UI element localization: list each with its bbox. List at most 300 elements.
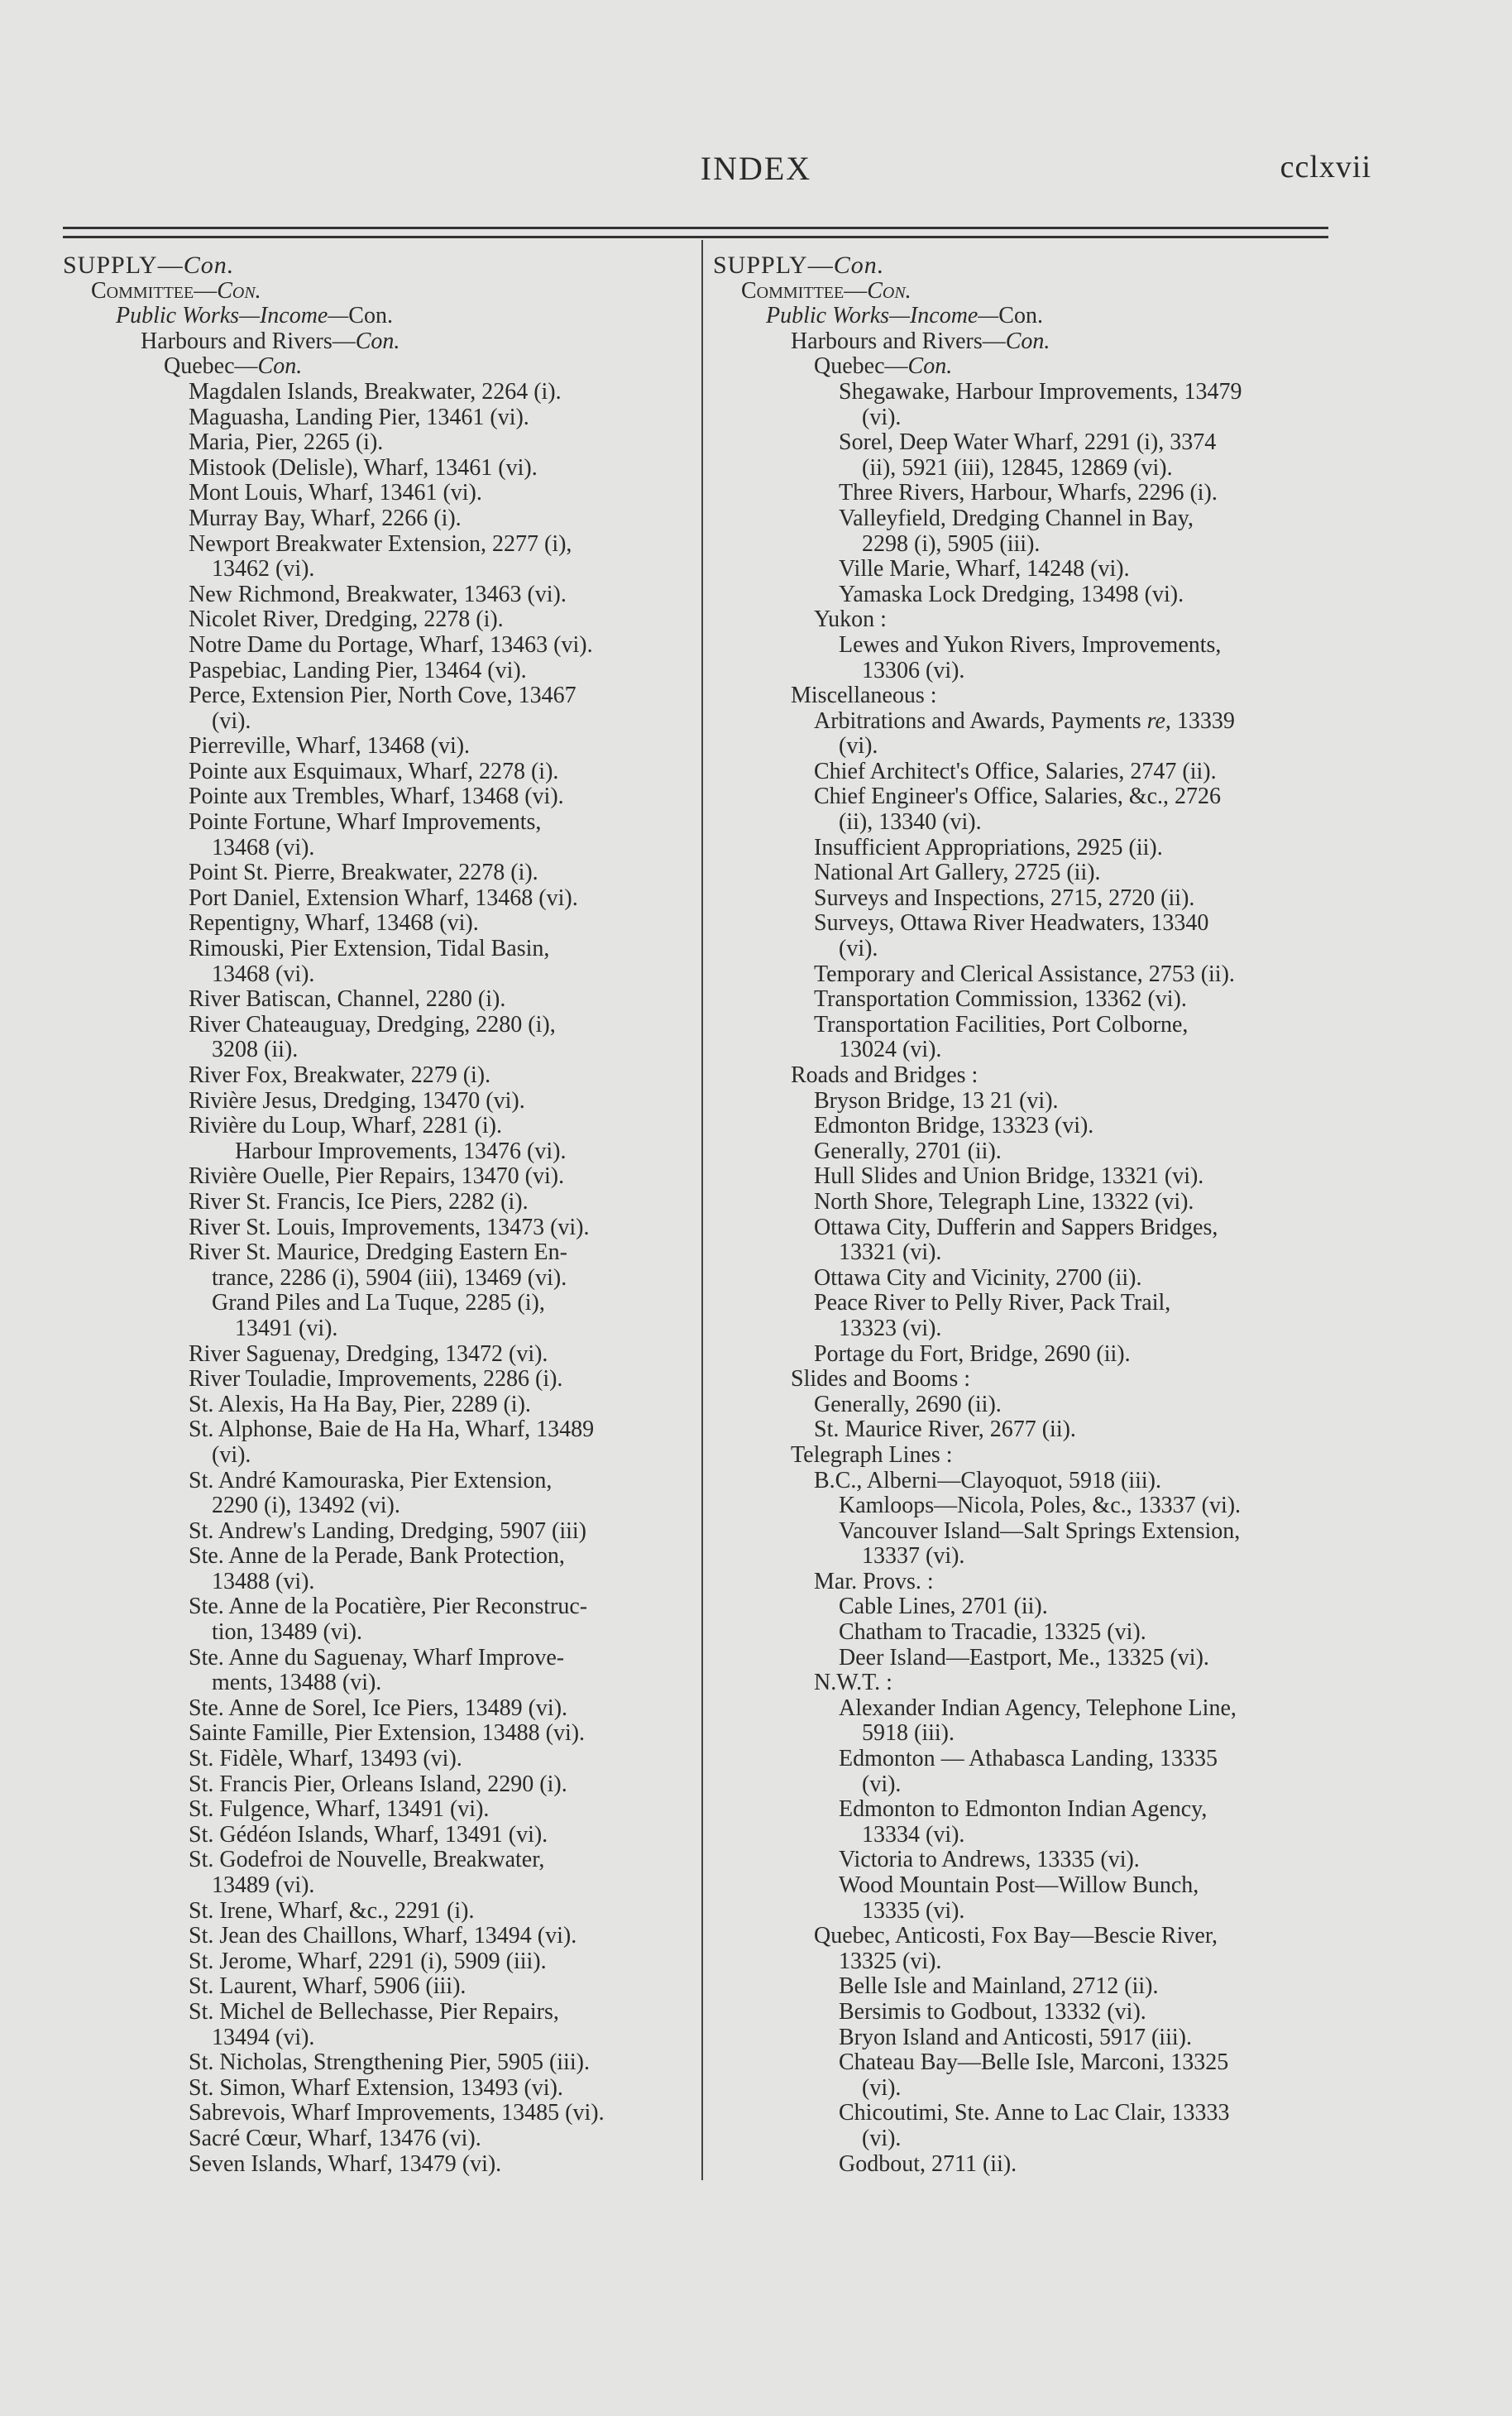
index-entry bbox=[713, 532, 1342, 558]
index-entry bbox=[63, 430, 708, 456]
entry-text: Roads and Bridges : bbox=[791, 1062, 978, 1088]
index-entry bbox=[63, 456, 708, 482]
index-entry bbox=[713, 1367, 1342, 1393]
index-entry bbox=[713, 659, 1342, 684]
index-entry bbox=[63, 987, 708, 1013]
index-entry bbox=[713, 329, 1342, 355]
entry-italic-text: Con. bbox=[833, 252, 885, 279]
entry-text: Ste. Anne de la Perade, Bank Protection, bbox=[189, 1543, 565, 1570]
entry-text: St. Simon, Wharf Extension, 13493 (vi). bbox=[189, 2074, 563, 2101]
index-entry bbox=[63, 1164, 708, 1190]
index-entry bbox=[713, 784, 1342, 810]
entry-text: Victoria to Andrews, 13335 (vi). bbox=[839, 1847, 1140, 1873]
entry-text: Point St. Pierre, Breakwater, 2278 (i). bbox=[189, 860, 538, 886]
index-entry bbox=[713, 304, 1342, 329]
index-entry bbox=[63, 1443, 708, 1469]
index-entry bbox=[63, 1899, 708, 1925]
index-entry bbox=[713, 1772, 1342, 1798]
index-entry bbox=[713, 1823, 1342, 1848]
entry-text: Surveys, Ottawa River Headwaters, 13340 bbox=[814, 910, 1209, 937]
entry-text: St. Gédéon Islands, Wharf, 13491 (vi). bbox=[189, 1821, 548, 1848]
index-entry bbox=[63, 2076, 708, 2102]
index-entry bbox=[63, 1291, 708, 1316]
entry-text: Insufficient Appropriations, 2925 (ii). bbox=[814, 834, 1163, 860]
index-entry bbox=[63, 304, 708, 329]
entry-text: Bersimis to Godbout, 13332 (vi). bbox=[839, 1998, 1146, 2025]
index-entry bbox=[713, 1038, 1342, 1063]
entry-text: Rivière Jesus, Dredging, 13470 (vi). bbox=[189, 1087, 525, 1114]
index-entry bbox=[63, 582, 708, 608]
index-entry bbox=[63, 1594, 708, 1620]
entry-text: Generally, 2701 (ii). bbox=[814, 1138, 1002, 1164]
entry-text: River Chateauguay, Dredging, 2280 (i), bbox=[189, 1011, 556, 1038]
index-entry bbox=[63, 481, 708, 506]
entry-text: Bryon Island and Anticosti, 5917 (iii). bbox=[839, 2024, 1192, 2050]
entry-text: Arbitrations and Awards, Payments bbox=[814, 707, 1147, 734]
entry-text: 3208 (ii). bbox=[212, 1037, 299, 1063]
entry-text: 13306 (vi). bbox=[862, 657, 965, 683]
entry-text: (vi). bbox=[862, 404, 902, 430]
entry-text: St. Alphonse, Baie de Ha Ha, Wharf, 13489 bbox=[189, 1417, 595, 1443]
entry-text: St. Godefroi de Nouvelle, Breakwater, bbox=[189, 1847, 545, 1873]
index-entry bbox=[63, 962, 708, 988]
entry-text: Lewes and Yukon Rivers, Improvements, bbox=[839, 631, 1222, 658]
index-entry bbox=[63, 2152, 708, 2178]
index-entry bbox=[63, 557, 708, 582]
index-entry bbox=[63, 2050, 708, 2076]
index-entry bbox=[713, 810, 1342, 836]
index-entry bbox=[713, 1417, 1342, 1443]
entry-text: Murray Bay, Wharf, 2266 (i). bbox=[189, 505, 462, 531]
entry-text: Portage du Fort, Bridge, 2690 (ii). bbox=[814, 1340, 1131, 1367]
entry-text: Deer Island—Eastport, Me., 13325 (vi). bbox=[839, 1644, 1209, 1671]
index-entry bbox=[713, 1139, 1342, 1165]
entry-text: Chief Architect's Office, Salaries, 2747 (ii). bbox=[814, 758, 1217, 784]
entry-text: St. Fulgence, Wharf, 13491 (vi). bbox=[189, 1796, 490, 1823]
page-number: cclxvii bbox=[1280, 150, 1371, 185]
entry-text: Con. bbox=[998, 303, 1043, 329]
entry-text: Yamaska Lock Dredging, 13498 (vi). bbox=[839, 581, 1184, 607]
entry-text: Temporary and Clerical Assistance, 2753 (ii). bbox=[814, 961, 1235, 987]
index-entry bbox=[63, 1215, 708, 1241]
index-entry bbox=[63, 886, 708, 912]
index-entry bbox=[63, 1823, 708, 1848]
entry-text: Peace River to Pelly River, Pack Trail, bbox=[814, 1290, 1171, 1316]
index-entry bbox=[63, 659, 708, 684]
index-entry bbox=[713, 1493, 1342, 1519]
entry-text: National Art Gallery, 2725 (ii). bbox=[814, 860, 1101, 886]
index-entry bbox=[63, 1873, 708, 1899]
index-entry bbox=[63, 760, 708, 785]
entry-text: (vi). bbox=[212, 707, 251, 734]
entry-text: 13462 (vi). bbox=[212, 556, 315, 582]
index-entry bbox=[63, 329, 708, 355]
index-entry bbox=[63, 506, 708, 532]
entry-text: Slides and Booms : bbox=[791, 1366, 971, 1393]
left-column bbox=[63, 253, 708, 2177]
index-entry bbox=[713, 760, 1342, 785]
index-entry bbox=[63, 1013, 708, 1038]
entry-italic-text: Con. bbox=[867, 277, 912, 304]
entry-text: River St. Louis, Improvements, 13473 (vi). bbox=[189, 1214, 590, 1240]
entry-text: River Batiscan, Channel, 2280 (i). bbox=[189, 986, 506, 1013]
entry-text: Chatham to Tracadie, 13325 (vi). bbox=[839, 1619, 1146, 1646]
index-entry bbox=[713, 683, 1342, 709]
entry-italic-text: Con. bbox=[183, 252, 235, 279]
index-entry bbox=[63, 2126, 708, 2152]
entry-text: Bryson Bridge, 13 21 (vi). bbox=[814, 1087, 1059, 1114]
index-entry bbox=[63, 1772, 708, 1798]
entry-text: St. Nicholas, Strengthening Pier, 5905 (iii). bbox=[189, 2049, 590, 2076]
index-entry bbox=[63, 860, 708, 886]
entry-text: Maguasha, Landing Pier, 13461 (vi). bbox=[189, 404, 529, 430]
entry-text: Valleyfield, Dredging Channel in Bay, bbox=[839, 505, 1194, 531]
entry-text: Ste. Anne de Sorel, Ice Piers, 13489 (vi). bbox=[189, 1695, 568, 1721]
entry-text: 13491 (vi). bbox=[235, 1315, 338, 1341]
index-entry bbox=[63, 1139, 708, 1165]
entry-text: (vi). bbox=[862, 2125, 902, 2151]
index-entry bbox=[713, 1342, 1342, 1368]
index-entry bbox=[63, 253, 708, 279]
index-entry bbox=[713, 405, 1342, 431]
index-entry bbox=[713, 937, 1342, 962]
index-entry bbox=[63, 1393, 708, 1418]
entry-text: Harbours and Rivers— bbox=[141, 328, 356, 354]
index-entry bbox=[63, 1949, 708, 1975]
index-entry bbox=[713, 1570, 1342, 1595]
entry-text: 13335 (vi). bbox=[862, 1897, 965, 1924]
index-entry bbox=[713, 2126, 1342, 2152]
index-entry bbox=[713, 2076, 1342, 2102]
entry-text: Nicolet River, Dredging, 2278 (i). bbox=[189, 606, 504, 633]
index-entry bbox=[713, 1671, 1342, 1696]
index-entry bbox=[63, 2025, 708, 2051]
index-entry bbox=[713, 607, 1342, 633]
entry-text: St. Michel de Bellechasse, Pier Repairs, bbox=[189, 1998, 559, 2025]
index-entry bbox=[713, 1873, 1342, 1899]
entry-text: Quebec— bbox=[814, 353, 908, 380]
entry-text: Chicoutimi, Ste. Anne to Lac Clair, 13333 bbox=[839, 2100, 1230, 2126]
index-entry bbox=[63, 734, 708, 760]
index-entry bbox=[713, 2050, 1342, 2076]
index-entry bbox=[713, 557, 1342, 582]
index-entry bbox=[713, 430, 1342, 456]
index-entry bbox=[713, 1240, 1342, 1266]
entry-text: Grand Piles and La Tuque, 2285 (i), bbox=[212, 1290, 545, 1316]
entry-text: (vi). bbox=[839, 733, 878, 760]
index-entry bbox=[713, 1594, 1342, 1620]
index-entry bbox=[63, 911, 708, 937]
index-entry bbox=[713, 1696, 1342, 1722]
index-entry bbox=[713, 253, 1342, 279]
entry-italic-text: Con. bbox=[257, 353, 303, 380]
entry-text: Harbours and Rivers— bbox=[791, 328, 1006, 354]
entry-text: Shegawake, Harbour Improvements, 13479 bbox=[839, 378, 1242, 405]
index-entry bbox=[713, 633, 1342, 659]
index-entry bbox=[713, 1924, 1342, 1949]
entry-text: Harbour Improvements, 13476 (vi). bbox=[235, 1138, 567, 1164]
index-entry bbox=[713, 1721, 1342, 1747]
header-rule-top bbox=[63, 227, 1328, 229]
entry-text: St. André Kamouraska, Pier Extension, bbox=[189, 1467, 553, 1493]
entry-text: Sabrevois, Wharf Improvements, 13485 (vi). bbox=[189, 2100, 605, 2126]
index-entry bbox=[713, 506, 1342, 532]
index-entry bbox=[713, 456, 1342, 482]
index-entry bbox=[713, 1164, 1342, 1190]
entry-text: Transportation Facilities, Port Colborne, bbox=[814, 1011, 1189, 1038]
index-entry bbox=[63, 1721, 708, 1747]
index-entry bbox=[63, 2101, 708, 2126]
entry-text: St. Francis Pier, Orleans Island, 2290 (i). bbox=[189, 1771, 567, 1797]
entry-text: Godbout, 2711 (ii). bbox=[839, 2150, 1017, 2177]
entry-text: Perce, Extension Pier, North Cove, 13467 bbox=[189, 683, 577, 709]
entry-italic-text: Con. bbox=[907, 353, 953, 380]
index-entry bbox=[63, 380, 708, 405]
index-entry bbox=[713, 2025, 1342, 2051]
entry-text: Edmonton — Athabasca Landing, 13335 bbox=[839, 1746, 1218, 1772]
entry-text: ments, 13488 (vi). bbox=[212, 1670, 382, 1696]
index-entry bbox=[713, 1266, 1342, 1292]
entry-text: Seven Islands, Wharf, 13479 (vi). bbox=[189, 2150, 502, 2177]
entry-text: Ste. Anne du Saguenay, Wharf Improve- bbox=[189, 1644, 565, 1671]
index-entry bbox=[63, 784, 708, 810]
entry-text: St. Jerome, Wharf, 2291 (i), 5909 (iii). bbox=[189, 1948, 547, 1974]
index-entry bbox=[713, 1089, 1342, 1115]
entry-text: Mistook (Delisle), Wharf, 13461 (vi). bbox=[189, 454, 538, 481]
index-entry bbox=[63, 1519, 708, 1545]
entry-text: St. Maurice River, 2677 (ii). bbox=[814, 1417, 1076, 1443]
index-entry bbox=[63, 354, 708, 380]
entry-italic-text: Con. bbox=[217, 277, 261, 304]
entry-text: Pointe aux Esquimaux, Wharf, 2278 (i). bbox=[189, 758, 559, 784]
index-entry bbox=[63, 1038, 708, 1063]
entry-text: Cable Lines, 2701 (ii). bbox=[839, 1594, 1048, 1620]
index-entry bbox=[63, 1190, 708, 1215]
index-entry bbox=[713, 1013, 1342, 1038]
index-entry bbox=[63, 683, 708, 709]
index-entry bbox=[713, 582, 1342, 608]
index-entry bbox=[713, 1316, 1342, 1342]
entry-text: Rivière du Loup, Wharf, 2281 (i). bbox=[189, 1113, 502, 1139]
index-entry bbox=[713, 354, 1342, 380]
entry-text: St. Andrew's Landing, Dredging, 5907 (iii) bbox=[189, 1517, 586, 1544]
entry-text: St. Irene, Wharf, &c., 2291 (i). bbox=[189, 1897, 475, 1924]
index-entry bbox=[63, 836, 708, 861]
entry-text: 13024 (vi). bbox=[839, 1037, 942, 1063]
entry-text: Alexander Indian Agency, Telephone Line, bbox=[839, 1695, 1237, 1721]
index-entry bbox=[63, 1570, 708, 1595]
index-entry bbox=[713, 1974, 1342, 2000]
index-entry bbox=[63, 1417, 708, 1443]
index-entry bbox=[713, 1393, 1342, 1418]
entry-text: 13325 (vi). bbox=[839, 1948, 942, 1974]
index-entry bbox=[63, 1848, 708, 1873]
index-entry bbox=[713, 279, 1342, 304]
entry-text: Newport Breakwater Extension, 2277 (i), bbox=[189, 530, 572, 557]
entry-text: River Touladie, Improvements, 2286 (i). bbox=[189, 1366, 563, 1393]
entry-text: River Saguenay, Dredging, 13472 (vi). bbox=[189, 1340, 548, 1367]
entry-text: Committee— bbox=[91, 277, 218, 304]
header-rule-bottom bbox=[63, 236, 1328, 238]
entry-text: Mont Louis, Wharf, 13461 (vi). bbox=[189, 480, 482, 506]
entry-text-tail: 13339 bbox=[1170, 707, 1235, 734]
entry-text: River Fox, Breakwater, 2279 (i). bbox=[189, 1062, 491, 1088]
index-entry bbox=[63, 1367, 708, 1393]
entry-text: (vi). bbox=[862, 2074, 902, 2101]
index-entry bbox=[713, 987, 1342, 1013]
index-entry bbox=[63, 1240, 708, 1266]
index-entry bbox=[63, 1646, 708, 1671]
entry-text: Surveys and Inspections, 2715, 2720 (ii). bbox=[814, 884, 1195, 911]
index-entry bbox=[63, 1114, 708, 1139]
entry-text: 2290 (i), 13492 (vi). bbox=[212, 1493, 400, 1519]
index-entry bbox=[63, 2000, 708, 2025]
index-entry bbox=[713, 836, 1342, 861]
entry-text: 13337 (vi). bbox=[862, 1543, 965, 1570]
index-entry bbox=[713, 1949, 1342, 1975]
entry-text: 5918 (iii). bbox=[862, 1720, 955, 1747]
entry-text: 13494 (vi). bbox=[212, 2024, 315, 2050]
entry-text: Wood Mountain Post—Willow Bunch, bbox=[839, 1872, 1199, 1898]
entry-text: Quebec, Anticosti, Fox Bay—Bescie River, bbox=[814, 1923, 1218, 1949]
entry-text: Ottawa City and Vicinity, 2700 (ii). bbox=[814, 1264, 1142, 1291]
index-entry bbox=[63, 709, 708, 735]
index-entry bbox=[63, 937, 708, 962]
entry-italic-text: Public Works—Income— bbox=[766, 303, 999, 329]
index-entry bbox=[713, 860, 1342, 886]
index-entry bbox=[713, 2101, 1342, 2126]
entry-text: 13468 (vi). bbox=[212, 834, 315, 860]
entry-text: (vi). bbox=[212, 1441, 251, 1468]
index-entry bbox=[713, 962, 1342, 988]
index-entry bbox=[63, 1544, 708, 1570]
page-title: INDEX bbox=[700, 150, 812, 187]
entry-text: Committee— bbox=[741, 277, 868, 304]
index-entry bbox=[63, 1266, 708, 1292]
entry-text: St. Alexis, Ha Ha Bay, Pier, 2289 (i). bbox=[189, 1391, 531, 1417]
entry-text: Miscellaneous : bbox=[791, 683, 937, 709]
index-entry bbox=[63, 607, 708, 633]
entry-text: Edmonton Bridge, 13323 (vi). bbox=[814, 1113, 1094, 1139]
index-entry bbox=[713, 1899, 1342, 1925]
entry-text: St. Jean des Chaillons, Wharf, 13494 (vi). bbox=[189, 1923, 577, 1949]
entry-text: Rivière Ouelle, Pier Repairs, 13470 (vi). bbox=[189, 1163, 565, 1190]
index-entry bbox=[63, 1469, 708, 1494]
index-entry bbox=[713, 1190, 1342, 1215]
index-entry bbox=[63, 405, 708, 431]
entry-text: Transportation Commission, 13362 (vi). bbox=[814, 986, 1187, 1013]
index-entry bbox=[713, 1215, 1342, 1241]
index-entry bbox=[63, 532, 708, 558]
entry-text: 13488 (vi). bbox=[212, 1568, 315, 1594]
entry-italic-text: Con. bbox=[355, 328, 400, 354]
right-column bbox=[713, 253, 1342, 2177]
entry-text: Pointe aux Trembles, Wharf, 13468 (vi). bbox=[189, 784, 564, 810]
index-entry bbox=[713, 1114, 1342, 1139]
entry-text: 2298 (i), 5905 (iii). bbox=[862, 530, 1041, 557]
index-entry bbox=[63, 1342, 708, 1368]
index-entry bbox=[713, 1291, 1342, 1316]
index-entry bbox=[63, 1974, 708, 2000]
entry-text: Rimouski, Pier Extension, Tidal Basin, bbox=[189, 936, 550, 962]
entry-text: Chief Engineer's Office, Salaries, &c., 2726 bbox=[814, 784, 1222, 810]
entry-text: Magdalen Islands, Breakwater, 2264 (i). bbox=[189, 378, 562, 405]
entry-text: Maria, Pier, 2265 (i). bbox=[189, 429, 384, 456]
entry-text: Ottawa City, Dufferin and Sappers Bridges, bbox=[814, 1214, 1218, 1240]
index-entry bbox=[713, 1646, 1342, 1671]
entry-text: Vancouver Island—Salt Springs Extension, bbox=[839, 1517, 1241, 1544]
entry-italic-text: Public Works—Income— bbox=[116, 303, 349, 329]
index-entry bbox=[713, 886, 1342, 912]
entry-text: Pointe Fortune, Wharf Improvements, bbox=[189, 809, 542, 836]
entry-text: 13321 (vi). bbox=[839, 1239, 942, 1266]
index-entry bbox=[713, 1443, 1342, 1469]
entry-text: Telegraph Lines : bbox=[791, 1441, 953, 1468]
entry-text: SUPPLY— bbox=[63, 252, 184, 279]
index-entry bbox=[63, 1063, 708, 1089]
entry-text: Repentigny, Wharf, 13468 (vi). bbox=[189, 910, 479, 937]
index-entry bbox=[63, 1747, 708, 1772]
entry-text: Belle Isle and Mainland, 2712 (ii). bbox=[839, 1973, 1159, 2000]
index-entry bbox=[713, 1848, 1342, 1873]
entry-text: Hull Slides and Union Bridge, 13321 (vi). bbox=[814, 1163, 1204, 1190]
entry-text: (ii), 13340 (vi). bbox=[839, 809, 982, 836]
index-entry bbox=[713, 734, 1342, 760]
entry-text: Sacré Cœur, Wharf, 13476 (vi). bbox=[189, 2125, 481, 2151]
index-entry bbox=[63, 279, 708, 304]
entry-text: B.C., Alberni—Clayoquot, 5918 (iii). bbox=[814, 1467, 1161, 1493]
entry-text: River St. Francis, Ice Piers, 2282 (i). bbox=[189, 1188, 529, 1215]
entry-text: Yukon : bbox=[814, 606, 887, 633]
entry-text: tion, 13489 (vi). bbox=[212, 1619, 362, 1646]
index-entry bbox=[713, 1469, 1342, 1494]
entry-text: Paspebiac, Landing Pier, 13464 (vi). bbox=[189, 657, 527, 683]
entry-text: Mar. Provs. : bbox=[814, 1568, 934, 1594]
entry-text: North Shore, Telegraph Line, 13322 (vi). bbox=[814, 1188, 1194, 1215]
entry-text: River St. Maurice, Dredging Eastern En- bbox=[189, 1239, 567, 1266]
entry-text: Three Rivers, Harbour, Wharfs, 2296 (i). bbox=[839, 480, 1218, 506]
index-entry bbox=[713, 1797, 1342, 1823]
entry-text: St. Laurent, Wharf, 5906 (iii). bbox=[189, 1973, 467, 2000]
index-entry bbox=[713, 481, 1342, 506]
index-entry bbox=[713, 1620, 1342, 1646]
index-entry bbox=[713, 2152, 1342, 2178]
entry-text: Chateau Bay—Belle Isle, Marconi, 13325 bbox=[839, 2049, 1229, 2076]
entry-text: N.W.T. : bbox=[814, 1670, 892, 1696]
index-entry bbox=[63, 1797, 708, 1823]
index-entry bbox=[63, 1924, 708, 1949]
entry-text: St. Fidèle, Wharf, 13493 (vi). bbox=[189, 1746, 462, 1772]
index-entry bbox=[713, 1063, 1342, 1089]
index-entry bbox=[63, 1620, 708, 1646]
entry-text: Port Daniel, Extension Wharf, 13468 (vi). bbox=[189, 884, 578, 911]
entry-text: Ste. Anne de la Pocatière, Pier Reconstruc- bbox=[189, 1594, 588, 1620]
index-entry bbox=[713, 1747, 1342, 1772]
index-entry bbox=[713, 1519, 1342, 1545]
index-entry bbox=[63, 1316, 708, 1342]
entry-text: Con. bbox=[348, 303, 393, 329]
entry-text: 13468 (vi). bbox=[212, 961, 315, 987]
entry-text: Sainte Famille, Pier Extension, 13488 (vi). bbox=[189, 1720, 586, 1747]
index-entry bbox=[63, 633, 708, 659]
entry-text: Generally, 2690 (ii). bbox=[814, 1391, 1002, 1417]
index-entry bbox=[63, 1493, 708, 1519]
entry-italic-text: Con. bbox=[1005, 328, 1050, 354]
entry-text: Kamloops—Nicola, Poles, &c., 13337 (vi). bbox=[839, 1493, 1242, 1519]
index-entry bbox=[713, 2000, 1342, 2025]
entry-text: New Richmond, Breakwater, 13463 (vi). bbox=[189, 581, 567, 607]
entry-text: Quebec— bbox=[164, 353, 258, 380]
